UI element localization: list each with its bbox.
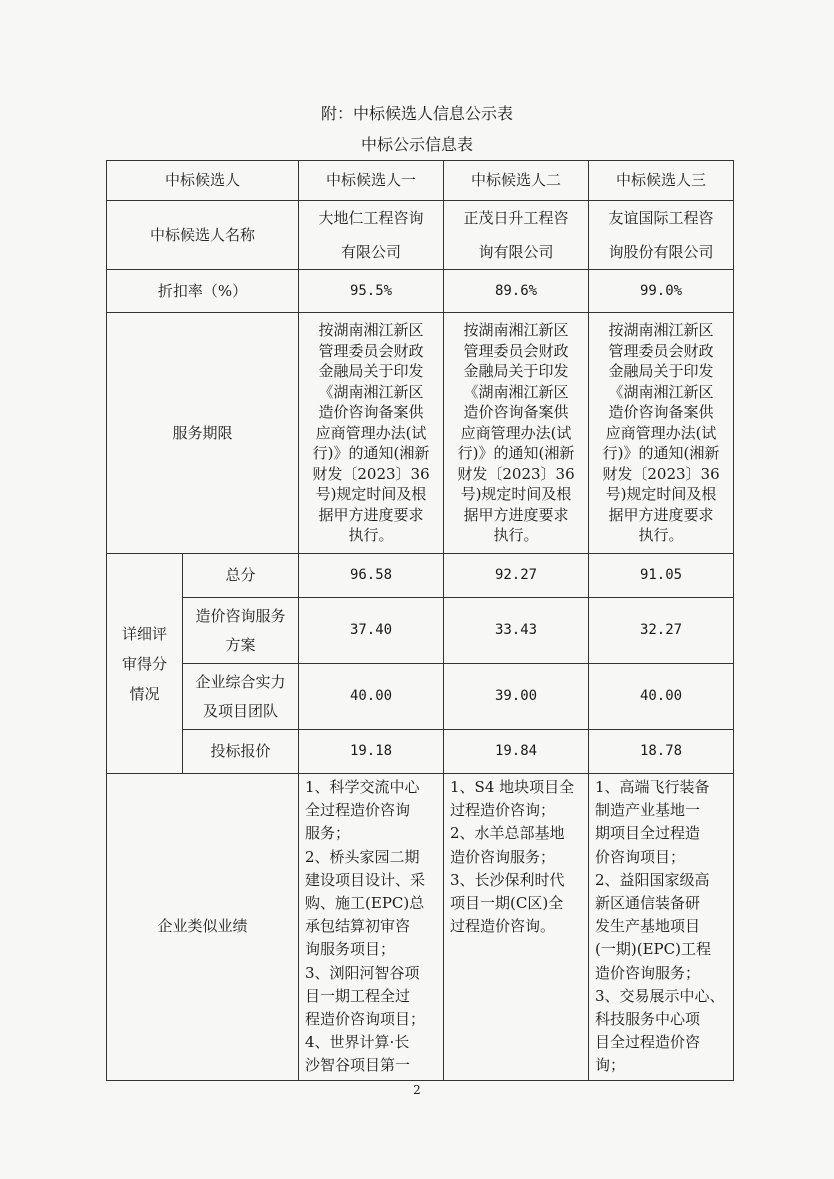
candidate-1-total: 96.58 [299,554,444,598]
score-group-label: 详细评 审得分 情况 [107,554,183,774]
candidate-2-discount: 89.6% [444,270,589,313]
candidate-3-name: 友谊国际工程咨 询股份有限公司 [589,201,734,270]
header-candidate-3: 中标候选人三 [589,161,734,201]
candidate-3-total: 91.05 [589,554,734,598]
header-candidate-1: 中标候选人一 [299,161,444,201]
table-row [107,730,734,774]
candidate-1-performance: 1、科学交流中心 全过程造价咨询 服务； 2、桥头家园二期 建设项目设计、采 购、施工(EPC)总 承包结算初审咨 询服务项目； 3、浏阳河智谷项 目一期工程全过 程造价咨询项目； 4、世界计算·长 沙智谷项目第一 [299,774,444,1081]
candidate-1-price: 19.18 [299,730,444,774]
candidate-1-discount: 95.5% [299,270,444,313]
candidate-3-service: 按湖南湘江新区 管理委员会财政 金融局关于印发 《湖南湘江新区 造价咨询备案供 应商管理办法(试 行)》的通知(湘新 财发〔2023〕36 号)规定时间及根 据甲方进度要求 执行。 [589,313,734,554]
candidate-3-plan: 32.27 [589,598,734,664]
candidate-3-discount: 99.0% [589,270,734,313]
total-score-label: 总分 [183,554,299,598]
candidate-2-performance: 1、S4 地块项目全 过程造价咨询； 2、水羊总部基地 造价咨询服务； 3、长沙保利时代 项目一期(C区)全 过程造价咨询。 [444,774,589,1081]
bid-info-table [106,160,734,1081]
table-row [107,270,734,313]
table-row [107,201,734,270]
candidate-1-name: 大地仁工程咨询 有限公司 [299,201,444,270]
page-number: 2 [413,1083,421,1097]
candidate-2-plan: 33.43 [444,598,589,664]
candidate-3-strength: 40.00 [589,664,734,730]
candidate-2-price: 19.84 [444,730,589,774]
candidate-1-service: 按湖南湘江新区 管理委员会财政 金融局关于印发 《湖南湘江新区 造价咨询备案供 应商管理办法(试 行)》的通知(湘新 财发〔2023〕36 号)规定时间及根 据甲方进度要求 执行。 [299,313,444,554]
header-label: 中标候选人 [107,161,299,201]
table-row [107,313,734,554]
table-row [107,598,734,664]
discount-label: 折扣率（%） [107,270,299,313]
table-row [107,161,734,201]
header-candidate-2: 中标候选人二 [444,161,589,201]
table-row [107,664,734,730]
table-row [107,554,734,598]
candidate-3-price: 18.78 [589,730,734,774]
candidate-2-total: 92.27 [444,554,589,598]
candidate-2-name: 正茂日升工程咨 询有限公司 [444,201,589,270]
price-score-label: 投标报价 [183,730,299,774]
strength-score-label: 企业综合实力 及项目团队 [183,664,299,730]
service-label: 服务期限 [107,313,299,554]
name-label: 中标候选人名称 [107,201,299,270]
table-row [107,774,734,1081]
performance-label: 企业类似业绩 [107,774,299,1081]
candidate-2-service: 按湖南湘江新区 管理委员会财政 金融局关于印发 《湖南湘江新区 造价咨询备案供 应商管理办法(试 行)》的通知(湘新 财发〔2023〕36 号)规定时间及根 据甲方进度要求 执行。 [444,313,589,554]
plan-score-label: 造价咨询服务 方案 [183,598,299,664]
document-title: 附：中标候选人信息公示表 [320,104,513,123]
candidate-1-plan: 37.40 [299,598,444,664]
candidate-1-strength: 40.00 [299,664,444,730]
candidate-3-performance: 1、高端飞行装备 制造产业基地一 期项目全过程造 价咨询项目； 2、益阳国家级高 新区通信装备研 发生产基地项目 (一期)(EPC)工程 造价咨询服务； 3、交易展示中心、 科技服务中心项 目全过程造价咨 询； [589,774,734,1081]
candidate-2-strength: 39.00 [444,664,589,730]
table-title: 中标公示信息表 [360,135,473,154]
